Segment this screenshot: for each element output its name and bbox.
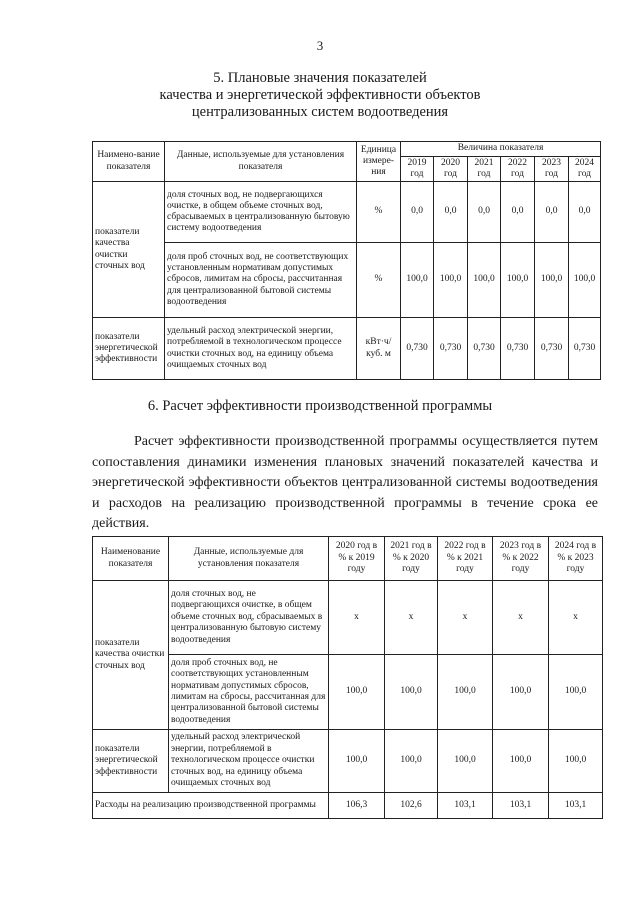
value-cell: 100,0 [549, 655, 603, 730]
table-row [93, 318, 601, 380]
value-cell: х [493, 581, 549, 655]
header-unit: Единица измере-ния [357, 142, 401, 182]
value-cell: 0,730 [569, 318, 601, 380]
header-period: 2021 год в % к 2020 году [385, 537, 438, 581]
efficiency-table [92, 536, 603, 819]
table-row [93, 243, 601, 318]
section-5-title-line-3: централизованных систем водоотведения [191, 104, 449, 120]
section-6-paragraph: Расчет эффективности производственной программы осуществляется путем сопоставления динамики изменения плановых значений показателей качества и энергетической эффективности объектов централизованной системы водоотведения и расходов на реализацию производственной программы в течение срока ее действия. [92, 434, 598, 531]
table-row [93, 182, 601, 243]
header-data: Данные, используемые для установления показателя [169, 537, 329, 581]
expense-value: 106,3 [329, 793, 385, 819]
value-cell: 0,730 [468, 318, 501, 380]
section-6-title: 6. Расчет эффективности производственной программы [147, 398, 493, 414]
value-cell: 100,0 [493, 730, 549, 793]
section-5-title-line-1: 5. Плановые значения показателей [213, 70, 427, 86]
expense-value: 103,1 [549, 793, 603, 819]
header-year: 2020 год [434, 157, 468, 182]
value-cell: х [438, 581, 493, 655]
table-row [93, 655, 603, 730]
header-year: 2023 год [535, 157, 569, 182]
indicator-data: доля сточных вод, не подвергающихся очистке, в общем объеме сточных вод, сбрасываемых в централизованную бытовую систему водоотведения [165, 182, 357, 243]
value-cell: 0,0 [401, 182, 434, 243]
value-cell: 100,0 [549, 730, 603, 793]
unit-cell: % [357, 243, 401, 318]
header-value: Величина показателя [401, 142, 601, 157]
value-cell: 100,0 [569, 243, 601, 318]
indicator-data: удельный расход электрической энергии, потребляемой в технологическом процессе очистки сточных вод, на единицу объема очищаемых сточных вод [169, 730, 329, 793]
value-cell: 100,0 [493, 655, 549, 730]
value-cell: 0,730 [535, 318, 569, 380]
table-row [93, 730, 603, 793]
value-cell: 100,0 [385, 655, 438, 730]
header-period: 2024 год в % к 2023 году [549, 537, 603, 581]
page-number: 3 [316, 38, 324, 53]
indicator-data: доля сточных вод, не подвергающихся очистке, в общем объеме сточных вод, сбрасываемых в централизованную бытовую систему водоотведения [169, 581, 329, 655]
value-cell: 100,0 [385, 730, 438, 793]
indicator-data: доля проб сточных вод, не соответствующих установленным нормативам допустимых сбросов, лимитам на сбросы, рассчитанная для централизованной бытовой системы водоотведения [169, 655, 329, 730]
expense-value: 103,1 [493, 793, 549, 819]
header-year: 2019 год [401, 157, 434, 182]
value-cell: 0,730 [434, 318, 468, 380]
value-cell: 0,0 [468, 182, 501, 243]
header-name: Наименование показателя [93, 537, 169, 581]
indicator-name: показатели качества очистки сточных вод [93, 581, 169, 730]
indicators-table [92, 141, 601, 380]
table-row [93, 793, 603, 819]
header-year: 2021 год [468, 157, 501, 182]
value-cell: х [329, 581, 385, 655]
expenses-label: Расходы на реализацию производственной программы [93, 793, 329, 819]
unit-cell: кВт·ч/куб. м [357, 318, 401, 380]
unit-cell: % [357, 182, 401, 243]
value-cell: 100,0 [535, 243, 569, 318]
value-cell: 0,0 [434, 182, 468, 243]
indicator-data: доля проб сточных вод, не соответствующих установленным нормативам допустимых сбросов, лимитам на сбросы, рассчитанная для централизованной бытовой системы водоотведения [165, 243, 357, 318]
header-year: 2024 год [569, 157, 601, 182]
value-cell: 100,0 [401, 243, 434, 318]
header-year: 2022 год [501, 157, 535, 182]
value-cell: 0,730 [501, 318, 535, 380]
header-period: 2020 год в % к 2019 году [329, 537, 385, 581]
value-cell: х [549, 581, 603, 655]
expense-value: 102,6 [385, 793, 438, 819]
indicator-data: удельный расход электрической энергии, потребляемой в технологическом процессе очистки сточных вод, на единицу объема очищаемых сточных вод [165, 318, 357, 380]
section-5-heading [0, 70, 640, 121]
value-cell: 0,0 [569, 182, 601, 243]
value-cell: 100,0 [434, 243, 468, 318]
section-5-title-line-2: качества и энергетической эффективности объектов [159, 87, 481, 103]
value-cell: 100,0 [329, 655, 385, 730]
indicator-name: показатели энергетической эффективности [93, 730, 169, 793]
value-cell: 0,0 [501, 182, 535, 243]
value-cell: 100,0 [329, 730, 385, 793]
header-name: Наимено-вание показателя [93, 142, 165, 182]
indicator-name: показатели качества очистки сточных вод [93, 182, 165, 318]
header-data: Данные, используемые для установления показателя [165, 142, 357, 182]
expense-value: 103,1 [438, 793, 493, 819]
table-row [93, 581, 603, 655]
value-cell: 0,730 [401, 318, 434, 380]
value-cell: х [385, 581, 438, 655]
value-cell: 100,0 [438, 730, 493, 793]
value-cell: 100,0 [438, 655, 493, 730]
value-cell: 100,0 [468, 243, 501, 318]
value-cell: 100,0 [501, 243, 535, 318]
indicator-name: показатели энергетической эффективности [93, 318, 165, 380]
header-period: 2022 год в % к 2021 году [438, 537, 493, 581]
header-period: 2023 год в % к 2022 году [493, 537, 549, 581]
value-cell: 0,0 [535, 182, 569, 243]
